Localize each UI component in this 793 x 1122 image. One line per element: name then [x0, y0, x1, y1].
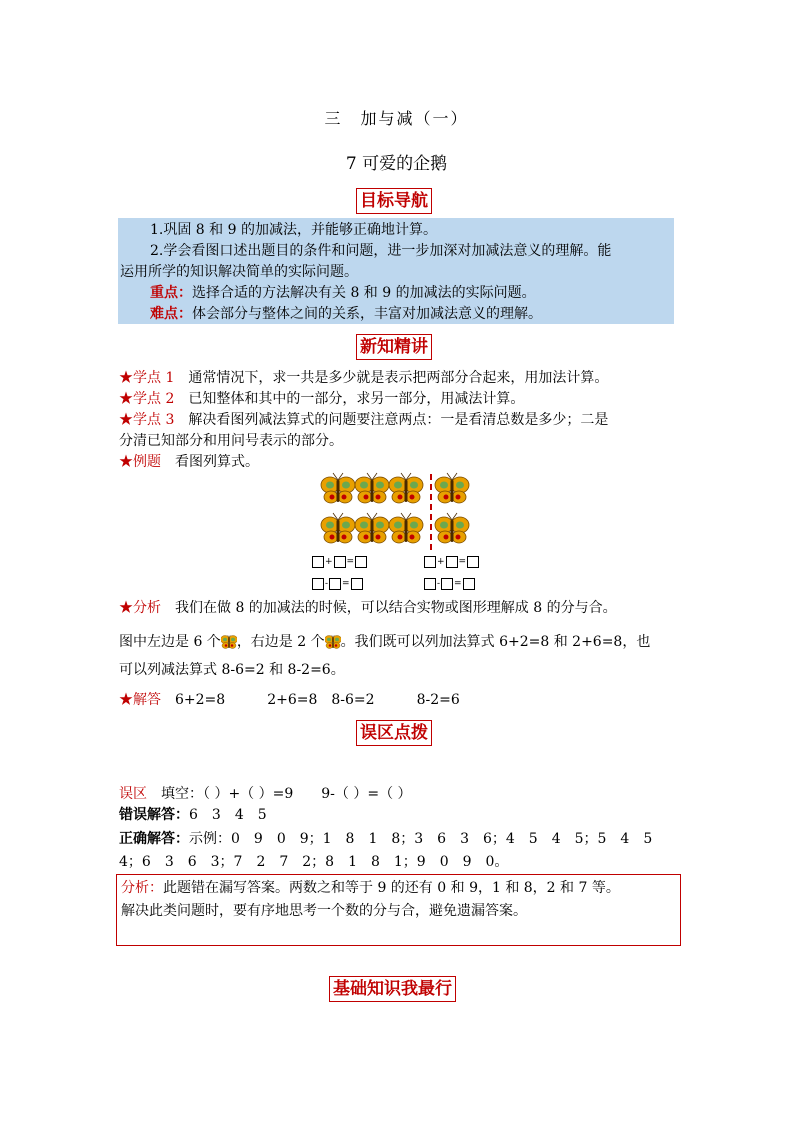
butterfly-icon: [435, 513, 469, 543]
learning-point-2-text: 已知整体和其中的一部分，求另一部分，用减法计算。: [188, 391, 525, 407]
key-point-text: 选择合适的方法解决有关 8 和 9 的加减法的实际问题。: [192, 285, 536, 301]
unit-title: 三 加与减（一）: [324, 109, 469, 128]
equals-sign: =: [342, 579, 350, 589]
blank-equation-right-sub: [424, 574, 475, 595]
butterfly-icon: [325, 635, 341, 649]
correct-answer-label: 正确解答：: [119, 831, 189, 847]
goals-panel: [118, 218, 674, 324]
blank-box[interactable]: [463, 578, 475, 590]
solution-eq: 8-6=2: [331, 692, 375, 708]
analysis-text-a: 我们在做 8 的加减法的时候，可以结合实物或图形理解成 8 的分与合。: [175, 600, 617, 616]
butterfly-row-top: [321, 473, 469, 503]
mistake-analysis-line-1: [121, 878, 620, 898]
blank-box[interactable]: [351, 578, 363, 590]
blank-box[interactable]: [441, 578, 453, 590]
butterfly-icon: [355, 513, 389, 543]
example: [119, 452, 259, 472]
analysis-line-3: 可以列减法算式 8-6=2 和 8-2=6。: [119, 662, 345, 678]
blank-box[interactable]: [467, 556, 479, 568]
equals-sign: =: [346, 557, 355, 567]
equals-sign: =: [458, 557, 467, 567]
blank-box[interactable]: [312, 578, 324, 590]
butterfly-icon: [389, 473, 423, 503]
analysis-text-b3: 。我们既可以列加法算式 6+2=8 和 2+6=8，也: [340, 634, 651, 650]
operator: -: [437, 579, 441, 589]
blank-equation-left-add: [312, 552, 367, 573]
learning-point-2: [119, 389, 524, 409]
analysis-text-b2: ，右边是 2 个: [236, 634, 325, 650]
blank-box[interactable]: [446, 556, 458, 568]
blank-box[interactable]: [355, 556, 367, 568]
section-heading-goals: 目标导航: [356, 188, 432, 214]
analysis-line-2: [119, 632, 650, 652]
learning-point-3: [119, 410, 608, 430]
section-heading-basics: 基础知识我最行: [329, 976, 456, 1002]
example-text: 看图列算式。: [175, 454, 259, 470]
butterfly-figure: [318, 470, 478, 552]
learning-point-3-text: 解决看图列减法算式的问题要注意两点：一是看清总数是多少；二是: [188, 412, 609, 428]
correct-answer: [119, 829, 652, 849]
blank-box[interactable]: [329, 578, 341, 590]
analysis-line-1: [119, 598, 617, 618]
learning-point-1: [119, 368, 608, 388]
solution-eq: 2+6=8: [267, 692, 318, 708]
mistake-analysis-text-a: 此题错在漏写答案。两数之和等于 9 的还有 0 和 9，1 和 8，2 和 7 等。: [163, 880, 620, 896]
operator: +: [437, 557, 445, 567]
solution-eq: 6+2=8: [175, 692, 226, 708]
lesson-title: 7 可爱的企鹅: [345, 154, 448, 174]
key-point: [150, 283, 536, 303]
wrong-answer: [119, 805, 267, 825]
learning-point-1-text: 通常情况下，求一共是多少就是表示把两部分合起来，用加法计算。: [188, 370, 609, 386]
key-point-label: 重点：: [150, 285, 192, 301]
wrong-answer-text: 6 3 4 5: [189, 807, 267, 823]
blank-equation-left-sub: [312, 574, 363, 595]
difficult-point: [150, 304, 542, 324]
section-heading-new-knowledge: 新知精讲: [356, 334, 432, 360]
learning-point-2-label: ★学点 2: [119, 391, 175, 407]
butterfly-icon: [221, 635, 237, 649]
butterfly-icon: [355, 473, 389, 503]
blank-box[interactable]: [312, 556, 324, 568]
goal-line-2a: 2.学会看图口述出题目的条件和问题，进一步加深对加减法意义的理解。能: [150, 243, 612, 259]
analysis-text-b1: 图中左边是 6 个: [119, 634, 221, 650]
mistake-analysis-line-2: 解决此类问题时，要有序地思考一个数的分与合，避免遗漏答案。: [121, 903, 527, 919]
butterfly-icon: [321, 513, 355, 543]
equals-sign: =: [454, 579, 462, 589]
butterfly-row-bottom: [321, 513, 469, 543]
wrong-answer-label: 错误解答：: [119, 807, 189, 823]
correct-answer-text-a: 示例：0 9 0 9；1 8 1 8；3 6 3 6；4 5 4 5；5 4 5: [189, 831, 653, 847]
analysis-label: ★分析: [119, 600, 161, 616]
learning-point-3-cont: 分清已知部分和用问号表示的部分。: [119, 433, 343, 449]
blank-box[interactable]: [334, 556, 346, 568]
difficult-point-text: 体会部分与整体之间的关系，丰富对加减法意义的理解。: [192, 306, 542, 322]
operator: +: [325, 557, 333, 567]
mistake-question-text: 填空：（ ）+（ ）=9 9-（ ）=（ ）: [161, 786, 412, 802]
butterfly-icon: [321, 473, 355, 503]
solution-label: ★解答: [119, 692, 161, 708]
mistake-analysis-label: 分析：: [121, 880, 163, 896]
correct-answer-cont: 4；6 3 6 3；7 2 7 2；8 1 8 1；9 0 9 0。: [119, 854, 509, 870]
blank-equation-right-add: [424, 552, 479, 573]
operator: -: [325, 579, 329, 589]
blank-box[interactable]: [424, 578, 436, 590]
learning-point-1-label: ★学点 1: [119, 370, 175, 386]
difficult-point-label: 难点：: [150, 306, 192, 322]
solution-eq: 8-2=6: [416, 692, 460, 708]
blank-box[interactable]: [424, 556, 436, 568]
section-heading-mistakes: 误区点拨: [356, 720, 432, 746]
butterfly-icon: [389, 513, 423, 543]
mistake-label: 误区: [119, 786, 147, 802]
mistake-analysis-box: [116, 874, 681, 946]
learning-point-3-label: ★学点 3: [119, 412, 175, 428]
goal-line-1: 1.巩固 8 和 9 的加减法，并能够正确地计算。: [150, 222, 437, 238]
mistake-question: [119, 784, 412, 804]
solution: [119, 690, 460, 710]
example-label: ★例题: [119, 454, 161, 470]
goal-line-2b: 运用所学的知识解决简单的实际问题。: [120, 264, 358, 280]
butterfly-icon: [435, 473, 469, 503]
